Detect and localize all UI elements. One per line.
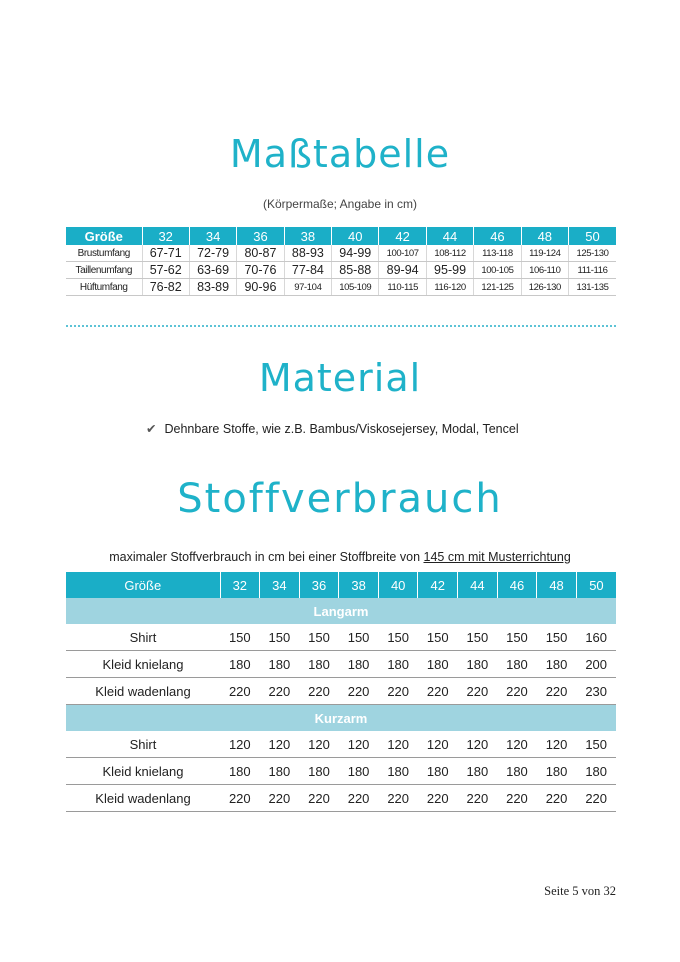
- fabric-value: 220: [418, 785, 458, 812]
- size-chart-header-cell: 42: [379, 227, 426, 245]
- fabric-value: 180: [537, 651, 577, 678]
- fabric-header-cell: 36: [299, 572, 339, 598]
- table-row: [66, 262, 616, 279]
- material-title: Material: [258, 356, 422, 400]
- fabric-value: 180: [260, 758, 300, 785]
- measure-value: 100-105: [474, 262, 521, 279]
- fabric-header-cell: 38: [339, 572, 379, 598]
- fabric-value: 220: [339, 678, 379, 705]
- material-item-text: Dehnbare Stoffe, wie z.B. Bambus/Viskosejersey, Modal, Tencel: [164, 422, 519, 436]
- fabric-value: 150: [260, 624, 300, 651]
- measure-value: 110-115: [379, 279, 426, 296]
- fabric-value: 220: [576, 785, 616, 812]
- fabric-header-cell: 44: [458, 572, 498, 598]
- fabric-value: 150: [378, 624, 418, 651]
- fabric-value: 120: [220, 731, 260, 758]
- fabric-value: 150: [299, 624, 339, 651]
- garment-label: Kleid wadenlang: [66, 678, 220, 705]
- table-row: [66, 758, 616, 785]
- fabric-value: 200: [576, 651, 616, 678]
- fabric-value: 120: [458, 731, 498, 758]
- fabric-value: 180: [458, 651, 498, 678]
- measure-value: 97-104: [284, 279, 331, 296]
- table-row: [66, 678, 616, 705]
- fabric-value: 180: [220, 651, 260, 678]
- measure-value: 95-99: [426, 262, 473, 279]
- fabric-header-cell: 48: [537, 572, 577, 598]
- measure-value: 125-130: [569, 245, 616, 262]
- measure-value: 116-120: [426, 279, 473, 296]
- fabric-value: 180: [339, 651, 379, 678]
- measure-value: 100-107: [379, 245, 426, 262]
- fabric-value: 220: [497, 678, 537, 705]
- fabric-value: 180: [458, 758, 498, 785]
- fabric-value: 220: [339, 785, 379, 812]
- fabric-header-cell: 42: [418, 572, 458, 598]
- fabric-value: 150: [497, 624, 537, 651]
- page-number: Seite 5 von 32: [544, 884, 616, 898]
- measure-value: 67-71: [142, 245, 189, 262]
- measure-value: 63-69: [189, 262, 236, 279]
- table-row: [66, 731, 616, 758]
- measure-value: 94-99: [332, 245, 379, 262]
- measure-label: Brustumfang: [66, 245, 142, 262]
- fabric-value: 220: [458, 785, 498, 812]
- size-chart-header-cell: Größe: [66, 227, 142, 245]
- fabric-header-row: [66, 572, 616, 598]
- section-label: Langarm: [66, 598, 616, 624]
- dotted-divider: [66, 325, 616, 327]
- measure-value: 119-124: [521, 245, 568, 262]
- garment-label: Kleid knielang: [66, 651, 220, 678]
- fabric-value: 220: [260, 678, 300, 705]
- fabric-value: 150: [537, 624, 577, 651]
- fabric-value: 120: [299, 731, 339, 758]
- measure-value: 70-76: [237, 262, 284, 279]
- table-row: [66, 279, 616, 296]
- checkmark-icon: ✔: [146, 422, 157, 436]
- measure-value: 85-88: [332, 262, 379, 279]
- table-row: [66, 785, 616, 812]
- measure-value: 76-82: [142, 279, 189, 296]
- garment-label: Shirt: [66, 624, 220, 651]
- garment-label: Kleid wadenlang: [66, 785, 220, 812]
- fabric-value: 220: [458, 678, 498, 705]
- fabric-value: 180: [220, 758, 260, 785]
- fabric-title: Stoffverbrauch: [177, 476, 503, 522]
- measure-value: 89-94: [379, 262, 426, 279]
- fabric-header-cell: 40: [378, 572, 418, 598]
- fabric-value: 220: [378, 785, 418, 812]
- measure-value: 108-112: [426, 245, 473, 262]
- fabric-table: [66, 572, 616, 812]
- measure-value: 90-96: [237, 279, 284, 296]
- fabric-value: 220: [497, 785, 537, 812]
- fabric-value: 180: [576, 758, 616, 785]
- fabric-value: 180: [378, 651, 418, 678]
- size-chart-header-cell: 32: [142, 227, 189, 245]
- measure-value: 113-118: [474, 245, 521, 262]
- measure-label: Taillenumfang: [66, 262, 142, 279]
- measure-label: Hüftumfang: [66, 279, 142, 296]
- fabric-value: 180: [378, 758, 418, 785]
- fabric-header-cell: 34: [260, 572, 300, 598]
- measure-value: 83-89: [189, 279, 236, 296]
- fabric-value: 120: [418, 731, 458, 758]
- fabric-value: 150: [576, 731, 616, 758]
- fabric-value: 230: [576, 678, 616, 705]
- measure-value: 106-110: [521, 262, 568, 279]
- table-row: [66, 651, 616, 678]
- measure-value: 88-93: [284, 245, 331, 262]
- size-chart-header-cell: 48: [521, 227, 568, 245]
- fabric-value: 180: [339, 758, 379, 785]
- measure-value: 126-130: [521, 279, 568, 296]
- size-chart-subtitle: (Körpermaße; Angabe in cm): [262, 197, 418, 211]
- fabric-value: 220: [537, 785, 577, 812]
- fabric-value: 150: [220, 624, 260, 651]
- fabric-value: 160: [576, 624, 616, 651]
- section-row: [66, 705, 616, 732]
- fabric-intro: [0, 550, 680, 564]
- fabric-value: 180: [299, 651, 339, 678]
- garment-label: Shirt: [66, 731, 220, 758]
- fabric-value: 220: [220, 678, 260, 705]
- fabric-header-cell: 32: [220, 572, 260, 598]
- size-chart-header-cell: 34: [189, 227, 236, 245]
- fabric-value: 220: [418, 678, 458, 705]
- size-chart-header-cell: 36: [237, 227, 284, 245]
- size-chart-header-cell: 46: [474, 227, 521, 245]
- fabric-value: 180: [299, 758, 339, 785]
- measure-value: 105-109: [332, 279, 379, 296]
- fabric-value: 120: [339, 731, 379, 758]
- size-chart-header-cell: 38: [284, 227, 331, 245]
- fabric-value: 180: [418, 758, 458, 785]
- fabric-value: 180: [537, 758, 577, 785]
- fabric-value: 220: [220, 785, 260, 812]
- section-label: Kurzarm: [66, 705, 616, 732]
- section-row: [66, 598, 616, 624]
- measure-value: 77-84: [284, 262, 331, 279]
- size-chart-header-cell: 40: [332, 227, 379, 245]
- fabric-header-cell: Größe: [66, 572, 220, 598]
- table-row: [66, 624, 616, 651]
- material-item: [146, 421, 519, 436]
- measure-value: 57-62: [142, 262, 189, 279]
- fabric-header-cell: 50: [576, 572, 616, 598]
- measure-value: 80-87: [237, 245, 284, 262]
- table-row: [66, 245, 616, 262]
- size-chart-title: Maßtabelle: [229, 132, 451, 176]
- fabric-value: 150: [339, 624, 379, 651]
- measure-value: 121-125: [474, 279, 521, 296]
- fabric-value: 220: [299, 785, 339, 812]
- fabric-value: 220: [378, 678, 418, 705]
- measure-value: 111-116: [569, 262, 616, 279]
- fabric-value: 220: [299, 678, 339, 705]
- fabric-value: 220: [260, 785, 300, 812]
- fabric-value: 120: [537, 731, 577, 758]
- fabric-intro-text: maximaler Stoffverbrauch in cm bei einer Stoffbreite von: [109, 550, 424, 564]
- fabric-value: 120: [378, 731, 418, 758]
- measure-value: 72-79: [189, 245, 236, 262]
- size-chart-table: [66, 227, 616, 296]
- size-chart-header-cell: 44: [426, 227, 473, 245]
- fabric-value: 120: [497, 731, 537, 758]
- fabric-value: 180: [260, 651, 300, 678]
- measure-value: 131-135: [569, 279, 616, 296]
- fabric-value: 220: [537, 678, 577, 705]
- fabric-intro-underlined: 145 cm mit Musterrichtung: [423, 550, 571, 564]
- fabric-value: 150: [418, 624, 458, 651]
- fabric-value: 120: [260, 731, 300, 758]
- size-chart-header-row: [66, 227, 616, 245]
- fabric-value: 180: [497, 651, 537, 678]
- size-chart-header-cell: 50: [569, 227, 616, 245]
- fabric-value: 180: [497, 758, 537, 785]
- fabric-value: 180: [418, 651, 458, 678]
- fabric-value: 150: [458, 624, 498, 651]
- garment-label: Kleid knielang: [66, 758, 220, 785]
- fabric-header-cell: 46: [497, 572, 537, 598]
